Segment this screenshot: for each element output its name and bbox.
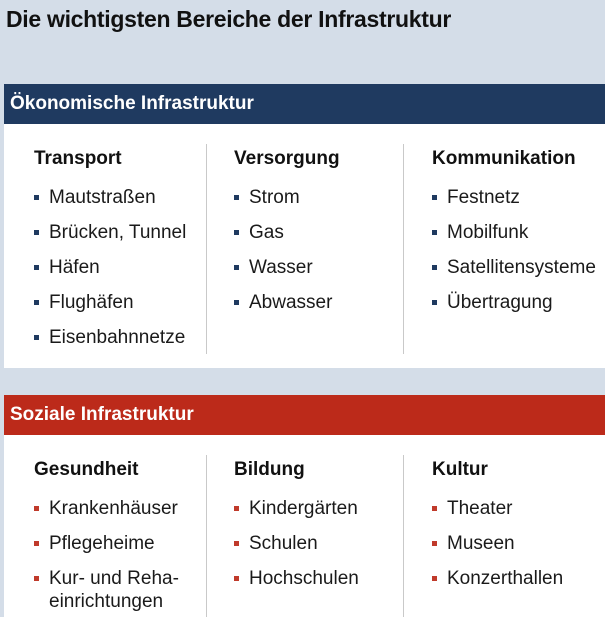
list-item xyxy=(234,250,332,285)
list-item-label: Häfen xyxy=(49,257,100,278)
column-title-kultur: Kultur xyxy=(432,459,488,480)
column-title-transport: Transport xyxy=(34,148,122,169)
list-item xyxy=(432,491,563,526)
list-item-label: Brücken, Tunnel xyxy=(49,222,187,243)
bullet-icon xyxy=(432,195,437,200)
list-item-label: Krankenhäuser xyxy=(49,498,178,519)
bullet-icon xyxy=(34,195,39,200)
list-item xyxy=(34,180,186,215)
list-item xyxy=(234,491,359,526)
bullet-icon xyxy=(34,335,39,340)
social-infrastructure-header-label: Soziale Infrastruktur xyxy=(10,404,194,425)
list-item xyxy=(34,250,186,285)
bullet-icon xyxy=(34,300,39,305)
bullet-icon xyxy=(234,195,239,200)
list-item xyxy=(432,215,596,250)
list-item-label: Hochschulen xyxy=(249,568,359,589)
list-item-label: Schulen xyxy=(249,533,318,554)
list-item xyxy=(432,561,563,596)
list-item xyxy=(234,561,359,596)
list-item-label: Kindergärten xyxy=(249,498,358,519)
versorgung-list xyxy=(234,180,332,320)
list-item xyxy=(34,320,186,355)
list-item-label: Wasser xyxy=(249,257,313,278)
column-title-versorgung: Versorgung xyxy=(234,148,340,169)
bullet-icon xyxy=(34,230,39,235)
list-item xyxy=(34,491,209,526)
column-divider xyxy=(403,144,404,354)
bullet-icon xyxy=(234,576,239,581)
bullet-icon xyxy=(234,300,239,305)
bullet-icon xyxy=(432,265,437,270)
bildung-list xyxy=(234,491,359,596)
list-item xyxy=(34,285,186,320)
list-item xyxy=(34,526,209,561)
list-item-label: Gas xyxy=(249,222,284,243)
list-item xyxy=(234,180,332,215)
list-item-label: Mautstraßen xyxy=(49,187,156,208)
column-title-gesundheit: Gesundheit xyxy=(34,459,139,480)
bullet-icon xyxy=(34,506,39,511)
bullet-icon xyxy=(432,300,437,305)
list-item-label: Übertragung xyxy=(447,292,553,313)
list-item-label: Strom xyxy=(249,187,300,208)
column-divider xyxy=(206,144,207,354)
transport-list xyxy=(34,180,186,355)
list-item-label: Museen xyxy=(447,533,515,554)
bullet-icon xyxy=(34,265,39,270)
list-item-label: Satellitensysteme xyxy=(447,257,596,278)
economic-infrastructure-header-label: Ökonomische Infrastruktur xyxy=(10,93,254,114)
list-item xyxy=(432,250,596,285)
list-item-label: Flughäfen xyxy=(49,292,134,313)
social-infrastructure-panel xyxy=(4,435,605,617)
list-item xyxy=(34,561,209,613)
list-item xyxy=(432,526,563,561)
bullet-icon xyxy=(34,541,39,546)
bullet-icon xyxy=(34,576,39,581)
bullet-icon xyxy=(432,230,437,235)
kultur-list xyxy=(432,491,563,596)
kommunikation-list xyxy=(432,180,596,320)
bullet-icon xyxy=(432,541,437,546)
list-item-label: Konzerthallen xyxy=(447,568,564,589)
bullet-icon xyxy=(234,541,239,546)
list-item-label: Mobilfunk xyxy=(447,222,529,243)
column-title-bildung: Bildung xyxy=(234,459,305,480)
bullet-icon xyxy=(234,506,239,511)
column-title-kommunikation: Kommunikation xyxy=(432,148,576,169)
gesundheit-list xyxy=(34,491,209,613)
page-title: Die wichtigsten Bereiche der Infrastruktur xyxy=(6,6,451,32)
economic-infrastructure-header xyxy=(4,84,605,124)
social-infrastructure-header xyxy=(4,395,605,435)
bullet-icon xyxy=(432,506,437,511)
list-item-label: Abwasser xyxy=(249,292,333,313)
list-item-label: Pflegeheime xyxy=(49,533,155,554)
list-item xyxy=(432,285,596,320)
list-item-label: Kur- und Reha-einrichtungen xyxy=(49,568,179,612)
column-divider xyxy=(403,455,404,617)
list-item xyxy=(234,526,359,561)
list-item xyxy=(234,285,332,320)
bullet-icon xyxy=(234,230,239,235)
list-item xyxy=(432,180,596,215)
economic-infrastructure-panel xyxy=(4,124,605,368)
list-item xyxy=(34,215,186,250)
list-item-label: Eisenbahnnetze xyxy=(49,327,186,348)
bullet-icon xyxy=(234,265,239,270)
list-item-label: Festnetz xyxy=(447,187,520,208)
list-item xyxy=(234,215,332,250)
bullet-icon xyxy=(432,576,437,581)
list-item-label: Theater xyxy=(447,498,513,519)
